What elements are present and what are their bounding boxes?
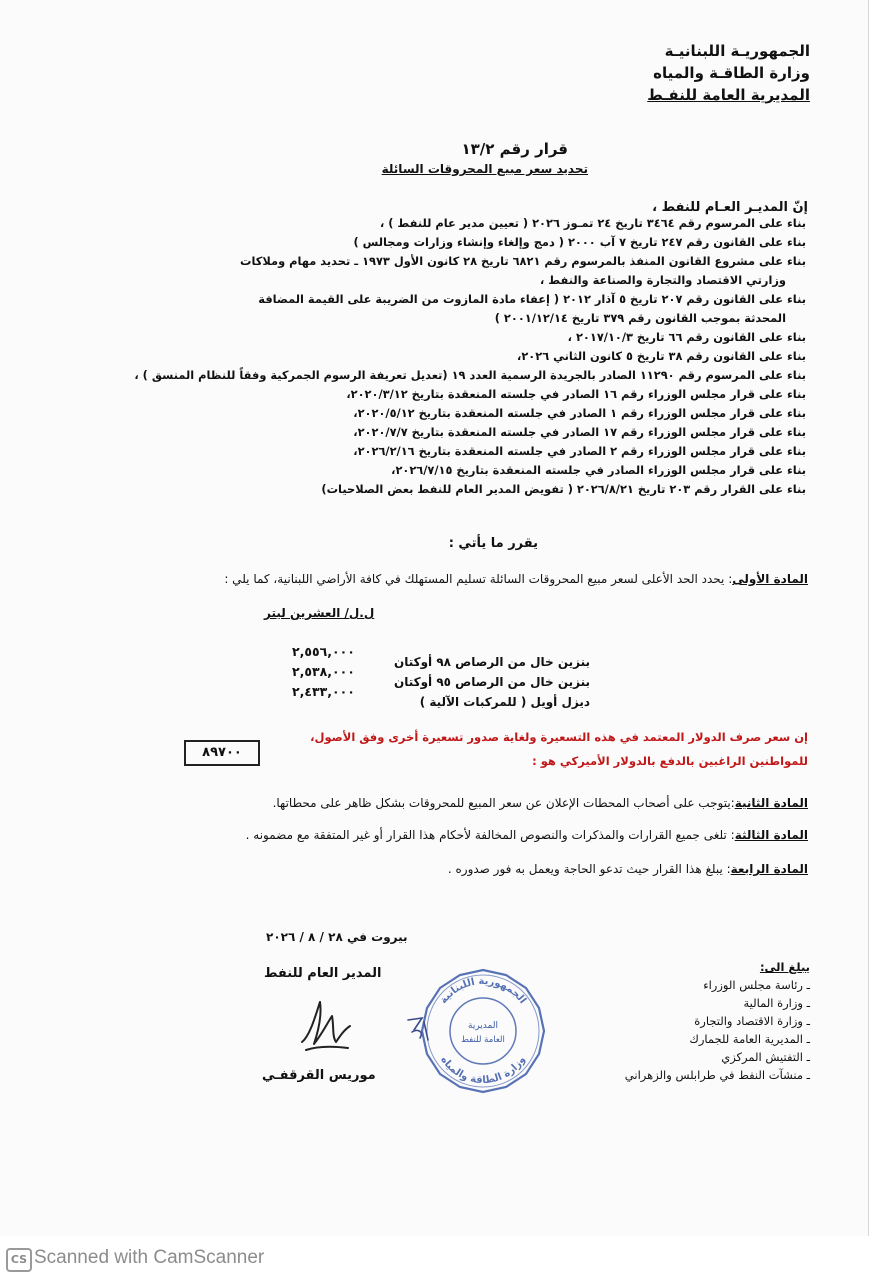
price-unit-header: ل.ل/ العشرين ليتر xyxy=(264,606,375,620)
fuel-price-1: ٢,٥٥٦,٠٠٠ xyxy=(292,644,355,659)
article-2-label: المادة الثانية xyxy=(734,796,808,810)
recipient-item: ـ وزارة الاقتصاد والتجارة xyxy=(694,1014,810,1028)
recipient-item: ـ المديرية العامة للجمارك xyxy=(689,1032,810,1046)
official-stamp xyxy=(418,966,548,1096)
camscanner-logo-icon: CS xyxy=(6,1248,32,1272)
basis-line: بناء على مشروع القانون المنفذ بالمرسوم رقم ٦٨٢١ تاريخ ٢٨ كانون الأول ١٩٧٣ ـ تحديد مهام وملاكات xyxy=(240,254,806,268)
article-4 xyxy=(448,862,808,876)
opening-line: إنّ المديـر العـام للنفط ، xyxy=(652,200,808,215)
dollar-rate-note-1: إن سعر صرف الدولار المعتمد في هذه التسعيرة ولغاية صدور تسعيرة أخرى وفق الأصول، xyxy=(310,730,808,744)
recipient-item: ـ منشآت النفط في طرابلس والزهراني xyxy=(624,1068,810,1082)
basis-line: بناء على قرار مجلس الوزراء رقم ٢ الصادر في جلسته المنعقدة بتاريخ ٢٠٢٦/٢/١٦، xyxy=(353,444,806,458)
basis-line: بناء على قرار مجلس الوزراء الصادر في جلسته المنعقدة بتاريخ ٢٠٢٦/٧/١٥، xyxy=(391,463,806,477)
letterhead-directorate: المديرية العامة للنفـط xyxy=(647,86,810,104)
fuel-product-2: بنزين خال من الرصاص ٩٥ أوكتان xyxy=(393,675,590,689)
letterhead-ministry: وزارة الطاقـة والمياه xyxy=(653,64,810,82)
recipient-item: ـ وزارة المالية xyxy=(743,996,810,1010)
letterhead xyxy=(647,40,810,106)
fuel-price-3: ٢,٤٣٣,٠٠٠ xyxy=(292,684,355,699)
letterhead-republic: الجمهوريـة اللبنانيـة xyxy=(664,42,810,60)
basis-line: بناء على القانون رقم ٢٠٧ تاريخ ٥ آذار ٢٠١٢ ( إعفاء مادة المازوت من الضريبة على القيمة المضافة xyxy=(258,292,806,306)
article-1-text: : يحدد الحد الأعلى لسعر مبيع المحروقات السائلة تسليم المستهلك في كافة الأراضي اللبنانية، كما يلي : xyxy=(224,572,733,586)
article-2-text: :يتوجب على أصحاب المحطات الإعلان عن سعر المبيع للمحروقات بشكل ظاهر على محطاتها. xyxy=(272,796,735,810)
dollar-rate-note-2: للمواطنين الراغبين بالدفع بالدولار الأميركي هو : xyxy=(532,754,808,768)
signatory-name: موريس القرقفـي xyxy=(262,1068,376,1083)
camscanner-watermark: Scanned with CamScanner xyxy=(34,1247,265,1268)
article-3-label: المادة الثالثة xyxy=(734,828,808,842)
decision-subtitle: تحديد سعر مبيع المحروقات السائلة xyxy=(381,162,588,176)
signatory-title: المدير العام للنفط xyxy=(264,966,382,981)
decides-line: يقرر ما يأتي : xyxy=(448,536,538,551)
basis-line: بناء على القانون رقم ٣٨ تاريخ ٥ كانون الثاني ٢٠٢٦، xyxy=(517,349,806,363)
article-3-text: : تلغى جميع القرارات والمذكرات والنصوص المخالفة لأحكام هذا القرار أو غير المتفقة مع مضمونه . xyxy=(245,828,735,842)
basis-line: بناء على القانون رقم ٦٦ تاريخ ٢٠١٧/١٠/٣ ، xyxy=(567,330,806,344)
recipient-item: ـ التفتيش المركزي xyxy=(721,1050,810,1064)
decision-title: قرار رقم ١٣/٢ xyxy=(461,140,568,158)
fuel-product-1: بنزين خال من الرصاص ٩٨ أوكتان xyxy=(393,655,590,669)
recipient-item: ـ رئاسة مجلس الوزراء xyxy=(703,978,810,992)
fuel-prices xyxy=(292,642,355,702)
basis-line: بناء على المرسوم رقم ٣٤٦٤ تاريخ ٢٤ تمـوز ٢٠٢٦ ( تعيين مدير عام للنفط ) ، xyxy=(379,216,806,230)
stamp-center-2: العامة للنفط xyxy=(461,1035,505,1045)
place-date: بيروت في ٢٨ / ٨ / ٢٠٢٦ xyxy=(266,930,408,944)
stamp-center-1: المديرية xyxy=(468,1021,498,1031)
basis-line: المحدثة بموجب القانون رقم ٣٧٩ تاريخ ٢٠٠١/١٢/١٤ ) xyxy=(494,311,786,325)
stamp-outer-bottom: وزارة الطاقة والمياه xyxy=(438,1054,528,1087)
article-3 xyxy=(246,828,808,842)
basis-line: بناء على قرار مجلس الوزراء رقم ١٧ الصادر في جلسته المنعقدة بتاريخ ٢٠٢٠/٧/٧، xyxy=(353,425,806,439)
recipients-heading: يبلغ الى: xyxy=(759,960,810,974)
stamp-outer-top: الجمهورية اللبنانية xyxy=(438,975,528,1006)
basis-line: بناء على قرار مجلس الوزراء رقم ١٦ الصادر في جلسته المنعقدة بتاريخ ٢٠٢٠/٣/١٢، xyxy=(346,387,806,401)
legal-basis-list xyxy=(134,214,806,499)
fuel-product-3: ديزل أويل ( للمركبات الآلية ) xyxy=(419,695,590,709)
fuel-products xyxy=(394,652,590,712)
article-4-label: المادة الرابعة xyxy=(730,862,808,876)
recipients-list xyxy=(625,958,810,1084)
basis-line: بناء على القرار رقم ٢٠٣ تاريخ ٢٠٢٦/٨/٢١ ( تفويض المدير العام للنفط بعض الصلاحيات) xyxy=(321,482,806,496)
fuel-price-2: ٢,٥٣٨,٠٠٠ xyxy=(292,664,355,679)
basis-line: بناء على قرار مجلس الوزراء رقم ١ الصادر في جلسته المنعقدة بتاريخ ٢٠٢٠/٥/١٢، xyxy=(353,406,806,420)
article-1 xyxy=(224,572,808,586)
article-2 xyxy=(273,796,808,810)
handwritten-signature xyxy=(292,996,356,1058)
article-1-label: المادة الأولى xyxy=(732,572,808,586)
initials-mark xyxy=(404,1010,432,1046)
article-4-text: : يبلغ هذا القرار حيث تدعو الحاجة ويعمل به فور صدوره . xyxy=(447,862,731,876)
basis-line: وزارتي الاقتصاد والتجارة والصناعة والنفط ، xyxy=(540,273,786,287)
basis-line: بناء على القانون رقم ٢٤٧ تاريخ ٧ آب ٢٠٠٠ ( دمج وإلغاء وإنشاء وزارات ومجالس ) xyxy=(353,235,806,249)
scanner-footer xyxy=(0,1238,880,1280)
dollar-rate-value: ٨٩٧٠٠ xyxy=(184,740,260,766)
basis-line: بناء على المرسوم رقم ١١٢٩٠ الصادر بالجريدة الرسمية العدد ١٩ (تعديل تعريفة الرسوم الجمركية وفقاً للنظام المنسق ) ، xyxy=(134,368,806,382)
